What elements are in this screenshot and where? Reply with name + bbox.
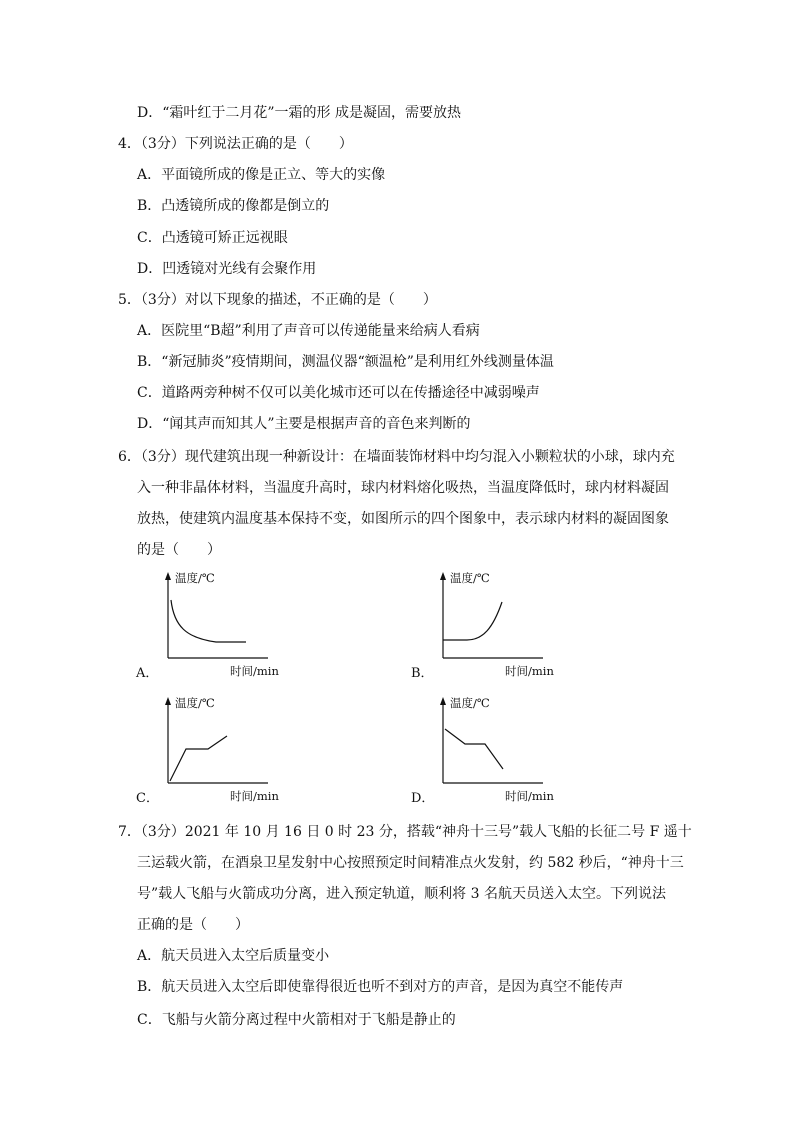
graph-a-letter: A． [136, 666, 159, 681]
graph-a-curve [171, 600, 246, 642]
graph-c-letter: C． [136, 791, 159, 806]
graph-b-curve [443, 602, 502, 640]
graph-d-x-label: 时间/min [505, 789, 554, 803]
q7-option-a: A．航天员进入太空后质量变小 [137, 948, 330, 964]
q4-stem: 4．（3分）下列说法正确的是（ ） [118, 136, 353, 152]
graph-a-y-arrow-icon [165, 572, 171, 580]
q7-stem-line-1: 7．（3分）2021 年 10 月 16 日 0 时 23 分，搭载“神舟十三号”载人飞船的长征二号 F 遥十 [118, 824, 692, 840]
graph-d-curve [445, 729, 503, 769]
q5-option-d: D．“闻其声而知其人”主要是根据声音的音色来判断的 [137, 416, 471, 432]
q7-stem-line-4: 正确的是（ ） [137, 917, 249, 933]
q3-option-d: D．“霜叶红于二月花”一霜的形 成是凝固，需要放热 [137, 105, 461, 121]
q4-option-b: B．凸透镜所成的像都是倒立的 [137, 198, 330, 214]
graph-b-letter: B． [411, 666, 434, 681]
graph-d [425, 693, 565, 803]
graph-a [150, 568, 290, 678]
graph-a-x-label: 时间/min [230, 664, 279, 678]
q7-stem-line-2: 三运载火箭，在酒泉卫星发射中心按照预定时间精准点火发射，约 582 秒后，“神舟十三 [137, 855, 684, 871]
graph-c-y-arrow-icon [165, 697, 171, 705]
graph-b [425, 568, 565, 678]
q4-option-d: D．凹透镜对光线有会聚作用 [137, 261, 317, 277]
graph-b-y-label: 温度/℃ [450, 571, 490, 585]
q6-stem-line-2: 入一种非晶体材料，当温度升高时，球内材料熔化吸热，当温度降低时，球内材料凝固 [137, 480, 669, 496]
graph-b-x-label: 时间/min [505, 664, 554, 678]
q6-stem-line-1: 6．（3分）现代建筑出现一种新设计：在墙面装饰材料中均匀混入小颗粒状的小球，球内充 [118, 449, 675, 465]
q4-option-c: C．凸透镜可矫正远视眼 [137, 230, 288, 246]
q5-option-b: B．“新冠肺炎”疫情期间，测温仪器“额温枪”是利用红外线测量体温 [137, 354, 554, 370]
q5-option-a: A．医院里“B超”利用了声音可以传递能量来给病人看病 [137, 323, 480, 339]
graph-d-y-label: 温度/℃ [450, 696, 490, 710]
q5-option-c: C．道路两旁种树不仅可以美化城市还可以在传播途径中减弱噪声 [137, 385, 540, 401]
graph-c [150, 693, 290, 803]
q7-stem-line-3: 号”载人飞船与火箭成功分离，进入预定轨道，顺利将 3 名航天员送入太空。下列说法 [137, 886, 666, 902]
q6-stem-line-4: 的是（ ） [137, 542, 221, 558]
q4-option-a: A．平面镜所成的像是正立、等大的实像 [137, 167, 386, 183]
q5-stem: 5．（3分）对以下现象的描述，不正确的是（ ） [118, 292, 437, 308]
q6-stem-line-3: 放热，使建筑内温度基本保持不变，如图所示的四个图象中，表示球内材料的凝固图象 [137, 511, 669, 527]
q7-option-b: B．航天员进入太空后即使靠得很近也听不到对方的声音，是因为真空不能传声 [137, 979, 624, 995]
graph-c-x-label: 时间/min [230, 789, 279, 803]
graph-d-letter: D． [411, 791, 435, 806]
graph-b-y-arrow-icon [440, 572, 446, 580]
graph-c-curve [170, 736, 227, 781]
graph-c-y-label: 温度/℃ [175, 696, 215, 710]
graph-a-y-label: 温度/℃ [175, 571, 215, 585]
graph-d-y-arrow-icon [440, 697, 446, 705]
q7-option-c: C．飞船与火箭分离过程中火箭相对于飞船是静止的 [137, 1012, 456, 1028]
